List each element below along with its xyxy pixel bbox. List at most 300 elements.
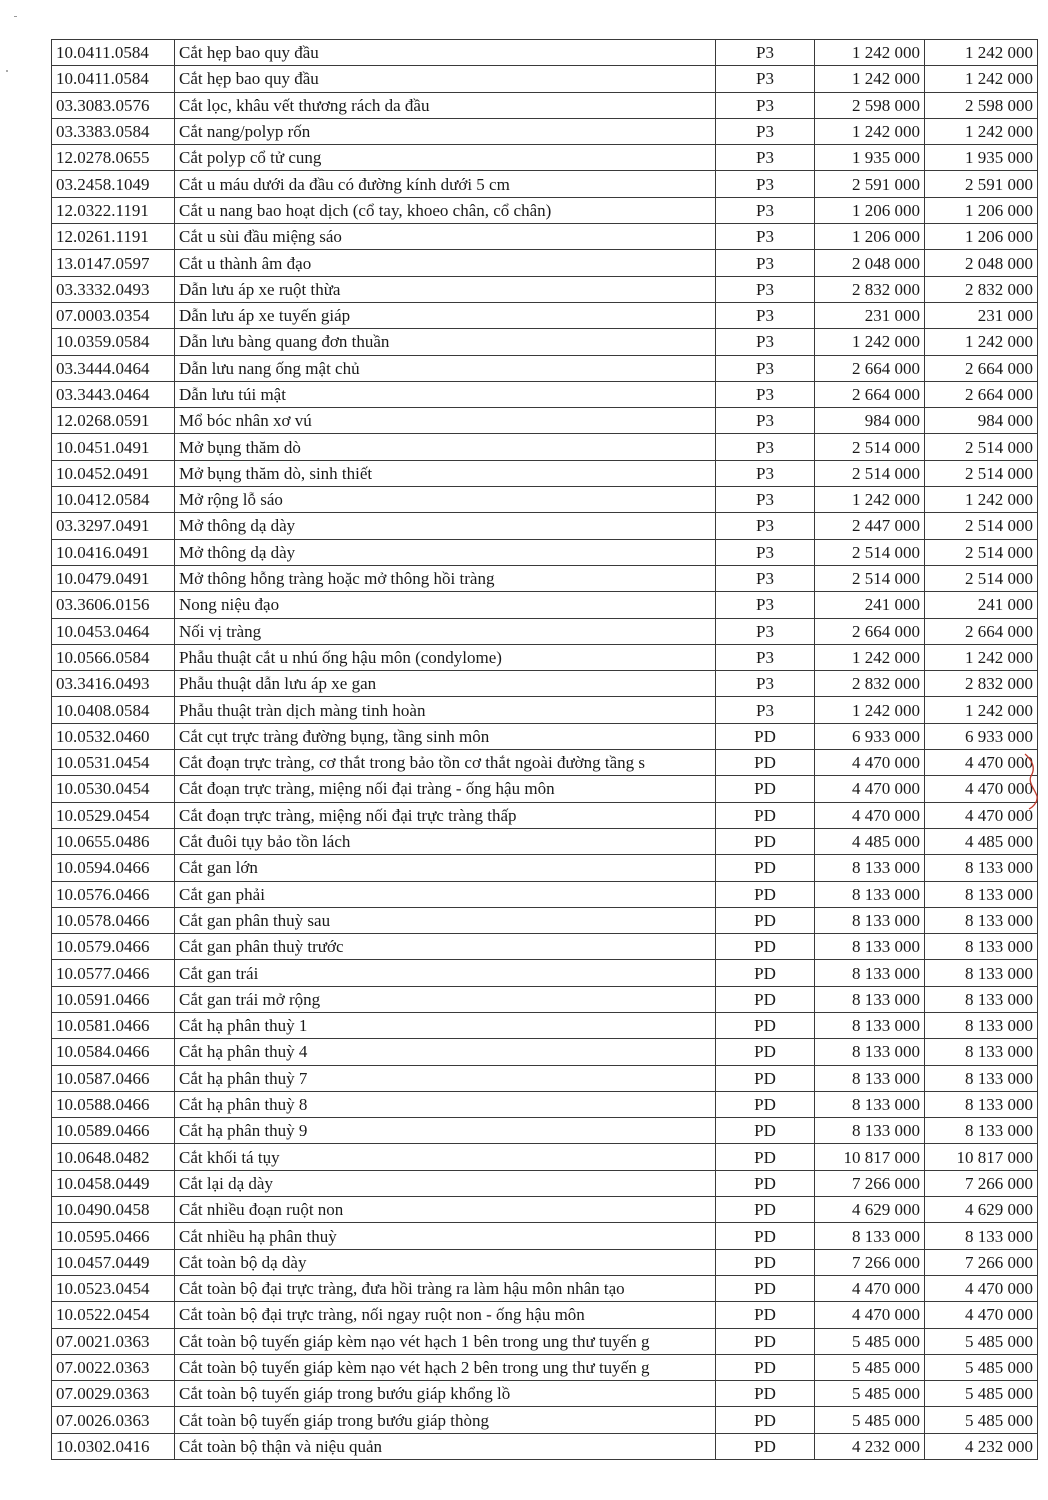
row-grade: PD — [716, 723, 815, 749]
row-grade: P3 — [716, 66, 815, 92]
row-code: 10.0359.0584 — [52, 329, 175, 355]
row-procedure-name: Cắt cụt trực tràng đường bụng, tầng sinh môn — [175, 723, 716, 749]
row-price-1: 2 598 000 — [815, 92, 925, 118]
row-price-2: 8 133 000 — [925, 934, 1038, 960]
row-grade: PD — [716, 750, 815, 776]
row-price-1: 8 133 000 — [815, 986, 925, 1012]
row-procedure-name: Phẫu thuật tràn dịch màng tinh hoàn — [175, 697, 716, 723]
row-code: 12.0261.1191 — [52, 224, 175, 250]
row-grade: P3 — [716, 592, 815, 618]
table-row — [52, 302, 1038, 328]
row-code: 03.3606.0156 — [52, 592, 175, 618]
table-row — [52, 1354, 1038, 1380]
table-row — [52, 1118, 1038, 1144]
row-price-1: 2 591 000 — [815, 171, 925, 197]
row-price-1: 1 242 000 — [815, 40, 925, 66]
row-price-1: 2 514 000 — [815, 460, 925, 486]
table-row — [52, 355, 1038, 381]
row-procedure-name: Cắt hạ phân thuỳ 8 — [175, 1091, 716, 1117]
row-procedure-name: Dẫn lưu áp xe tuyến giáp — [175, 302, 716, 328]
row-price-1: 8 133 000 — [815, 907, 925, 933]
row-code: 12.0278.0655 — [52, 145, 175, 171]
table-row — [52, 408, 1038, 434]
table-row — [52, 145, 1038, 171]
row-price-1: 8 133 000 — [815, 934, 925, 960]
row-procedure-name: Cắt u máu dưới da đầu có đường kính dưới 5 cm — [175, 171, 716, 197]
row-code: 10.0566.0584 — [52, 644, 175, 670]
row-code: 10.0530.0454 — [52, 776, 175, 802]
row-procedure-name: Cắt toàn bộ tuyến giáp trong bướu giáp khổng lồ — [175, 1381, 716, 1407]
row-price-2: 2 514 000 — [925, 539, 1038, 565]
row-code: 13.0147.0597 — [52, 250, 175, 276]
row-price-2: 4 470 000 — [925, 776, 1038, 802]
table-row — [52, 1433, 1038, 1459]
row-price-1: 10 817 000 — [815, 1144, 925, 1170]
row-code: 07.0003.0354 — [52, 302, 175, 328]
scan-speck — [14, 16, 17, 17]
row-code: 10.0531.0454 — [52, 750, 175, 776]
table-row — [52, 276, 1038, 302]
row-code: 10.0408.0584 — [52, 697, 175, 723]
row-grade: PD — [716, 1065, 815, 1091]
row-grade: PD — [716, 1328, 815, 1354]
table-row — [52, 723, 1038, 749]
row-price-1: 8 133 000 — [815, 881, 925, 907]
row-grade: P3 — [716, 197, 815, 223]
row-grade: P3 — [716, 171, 815, 197]
row-grade: PD — [716, 1354, 815, 1380]
row-code: 10.0490.0458 — [52, 1197, 175, 1223]
row-price-2: 8 133 000 — [925, 1065, 1038, 1091]
row-price-1: 4 470 000 — [815, 776, 925, 802]
row-price-2: 2 598 000 — [925, 92, 1038, 118]
row-grade: P3 — [716, 671, 815, 697]
row-grade: P3 — [716, 92, 815, 118]
row-price-2: 2 514 000 — [925, 434, 1038, 460]
table-row — [52, 1039, 1038, 1065]
table-row — [52, 1302, 1038, 1328]
row-procedure-name: Cắt khối tá tụy — [175, 1144, 716, 1170]
row-price-1: 1 242 000 — [815, 644, 925, 670]
row-grade: PD — [716, 1091, 815, 1117]
table-row — [52, 434, 1038, 460]
row-grade: PD — [716, 1302, 815, 1328]
row-grade: P3 — [716, 381, 815, 407]
row-code: 03.2458.1049 — [52, 171, 175, 197]
row-price-2: 8 133 000 — [925, 1012, 1038, 1038]
row-price-2: 8 133 000 — [925, 986, 1038, 1012]
table-row — [52, 224, 1038, 250]
row-grade: PD — [716, 986, 815, 1012]
row-grade: PD — [716, 1407, 815, 1433]
row-grade: PD — [716, 1170, 815, 1196]
row-code: 03.3443.0464 — [52, 381, 175, 407]
row-procedure-name: Nối vị tràng — [175, 618, 716, 644]
row-grade: P3 — [716, 408, 815, 434]
row-price-2: 2 514 000 — [925, 460, 1038, 486]
row-price-2: 1 206 000 — [925, 197, 1038, 223]
table-row — [52, 1144, 1038, 1170]
row-price-1: 7 266 000 — [815, 1249, 925, 1275]
row-procedure-name: Cắt toàn bộ tuyến giáp kèm nạo vét hạch 2 bên trong ung thư tuyến g — [175, 1354, 716, 1380]
row-procedure-name: Mở bụng thăm dò, sinh thiết — [175, 460, 716, 486]
row-procedure-name: Cắt hẹp bao quy đầu — [175, 40, 716, 66]
row-grade: PD — [716, 1223, 815, 1249]
row-procedure-name: Phẫu thuật cắt u nhú ống hậu môn (condylome) — [175, 644, 716, 670]
row-price-1: 8 133 000 — [815, 1039, 925, 1065]
row-grade: PD — [716, 1433, 815, 1459]
table-row — [52, 1249, 1038, 1275]
row-price-2: 2 832 000 — [925, 276, 1038, 302]
row-procedure-name: Cắt u sùi đầu miệng sáo — [175, 224, 716, 250]
row-code: 10.0522.0454 — [52, 1302, 175, 1328]
row-grade: P3 — [716, 539, 815, 565]
row-code: 07.0029.0363 — [52, 1381, 175, 1407]
row-code: 10.0595.0466 — [52, 1223, 175, 1249]
row-grade: P3 — [716, 145, 815, 171]
row-price-2: 6 933 000 — [925, 723, 1038, 749]
row-price-2: 231 000 — [925, 302, 1038, 328]
row-price-1: 8 133 000 — [815, 1223, 925, 1249]
row-procedure-name: Cắt nang/polyp rốn — [175, 118, 716, 144]
row-price-1: 8 133 000 — [815, 1065, 925, 1091]
row-price-1: 8 133 000 — [815, 855, 925, 881]
row-procedure-name: Cắt đoạn trực tràng, miệng nối đại tràng - ống hậu môn — [175, 776, 716, 802]
row-procedure-name: Mở rộng lỗ sáo — [175, 487, 716, 513]
row-procedure-name: Dẫn lưu nang ống mật chủ — [175, 355, 716, 381]
table-row — [52, 618, 1038, 644]
table-row — [52, 1197, 1038, 1223]
row-price-2: 2 514 000 — [925, 513, 1038, 539]
row-code: 10.0589.0466 — [52, 1118, 175, 1144]
row-price-2: 1 242 000 — [925, 40, 1038, 66]
row-grade: PD — [716, 934, 815, 960]
row-price-2: 8 133 000 — [925, 1223, 1038, 1249]
row-procedure-name: Cắt toàn bộ đại trực tràng, nối ngay ruột non - ống hậu môn — [175, 1302, 716, 1328]
row-price-1: 2 664 000 — [815, 355, 925, 381]
row-price-1: 1 935 000 — [815, 145, 925, 171]
row-grade: PD — [716, 776, 815, 802]
table-row — [52, 934, 1038, 960]
row-price-2: 2 048 000 — [925, 250, 1038, 276]
row-price-2: 8 133 000 — [925, 855, 1038, 881]
table-row — [52, 329, 1038, 355]
row-grade: PD — [716, 802, 815, 828]
row-grade: P3 — [716, 302, 815, 328]
row-grade: P3 — [716, 329, 815, 355]
row-code: 10.0451.0491 — [52, 434, 175, 460]
pen-stroke-mark — [1022, 752, 1040, 810]
row-grade: P3 — [716, 487, 815, 513]
row-price-1: 4 470 000 — [815, 1275, 925, 1301]
row-price-2: 2 591 000 — [925, 171, 1038, 197]
row-grade: PD — [716, 960, 815, 986]
row-code: 10.0457.0449 — [52, 1249, 175, 1275]
row-price-2: 4 485 000 — [925, 828, 1038, 854]
row-price-2: 241 000 — [925, 592, 1038, 618]
row-procedure-name: Cắt toàn bộ tuyến giáp kèm nạo vét hạch 1 bên trong ung thư tuyến g — [175, 1328, 716, 1354]
row-code: 10.0458.0449 — [52, 1170, 175, 1196]
row-price-1: 1 242 000 — [815, 329, 925, 355]
row-code: 10.0452.0491 — [52, 460, 175, 486]
row-procedure-name: Dẫn lưu áp xe ruột thừa — [175, 276, 716, 302]
row-price-2: 4 232 000 — [925, 1433, 1038, 1459]
table-row — [52, 92, 1038, 118]
row-procedure-name: Cắt gan trái mở rộng — [175, 986, 716, 1012]
row-grade: PD — [716, 881, 815, 907]
row-price-2: 2 664 000 — [925, 618, 1038, 644]
row-price-2: 8 133 000 — [925, 907, 1038, 933]
row-price-2: 2 664 000 — [925, 381, 1038, 407]
row-grade: P3 — [716, 697, 815, 723]
row-price-2: 5 485 000 — [925, 1328, 1038, 1354]
row-procedure-name: Cắt nhiều hạ phân thuỳ — [175, 1223, 716, 1249]
row-code: 03.3416.0493 — [52, 671, 175, 697]
row-price-1: 4 629 000 — [815, 1197, 925, 1223]
row-grade: PD — [716, 907, 815, 933]
row-price-2: 1 242 000 — [925, 644, 1038, 670]
row-procedure-name: Cắt gan phải — [175, 881, 716, 907]
row-code: 10.0588.0466 — [52, 1091, 175, 1117]
row-price-2: 984 000 — [925, 408, 1038, 434]
row-procedure-name: Cắt u thành âm đạo — [175, 250, 716, 276]
row-grade: P3 — [716, 434, 815, 460]
row-procedure-name: Cắt đoạn trực tràng, cơ thắt trong bảo tồn cơ thắt ngoài đường tầng s — [175, 750, 716, 776]
row-price-2: 8 133 000 — [925, 1039, 1038, 1065]
row-procedure-name: Cắt gan phân thuỳ trước — [175, 934, 716, 960]
row-procedure-name: Cắt hạ phân thuỳ 9 — [175, 1118, 716, 1144]
row-procedure-name: Cắt gan trái — [175, 960, 716, 986]
row-price-2: 4 470 000 — [925, 750, 1038, 776]
row-price-2: 1 935 000 — [925, 145, 1038, 171]
row-price-2: 2 514 000 — [925, 565, 1038, 591]
row-price-2: 1 242 000 — [925, 487, 1038, 513]
row-price-2: 1 206 000 — [925, 224, 1038, 250]
row-code: 10.0302.0416 — [52, 1433, 175, 1459]
row-code: 10.0655.0486 — [52, 828, 175, 854]
table-row — [52, 592, 1038, 618]
row-grade: P3 — [716, 224, 815, 250]
row-price-2: 1 242 000 — [925, 66, 1038, 92]
row-grade: P3 — [716, 565, 815, 591]
row-procedure-name: Cắt toàn bộ dạ dày — [175, 1249, 716, 1275]
row-grade: PD — [716, 1249, 815, 1275]
row-code: 03.3083.0576 — [52, 92, 175, 118]
row-price-1: 1 242 000 — [815, 697, 925, 723]
row-price-2: 5 485 000 — [925, 1407, 1038, 1433]
row-grade: PD — [716, 828, 815, 854]
table-row — [52, 1407, 1038, 1433]
row-procedure-name: Cắt hạ phân thuỳ 7 — [175, 1065, 716, 1091]
row-procedure-name: Mở thông dạ dày — [175, 539, 716, 565]
row-price-1: 2 447 000 — [815, 513, 925, 539]
row-price-1: 2 832 000 — [815, 671, 925, 697]
row-code: 10.0529.0454 — [52, 802, 175, 828]
row-grade: P3 — [716, 644, 815, 670]
row-grade: PD — [716, 1012, 815, 1038]
row-code: 10.0412.0584 — [52, 487, 175, 513]
table-row — [52, 118, 1038, 144]
row-price-1: 4 470 000 — [815, 802, 925, 828]
table-row — [52, 1091, 1038, 1117]
row-code: 10.0453.0464 — [52, 618, 175, 644]
row-procedure-name: Mở thông dạ dày — [175, 513, 716, 539]
table-row — [52, 776, 1038, 802]
row-code: 10.0579.0466 — [52, 934, 175, 960]
table-row — [52, 513, 1038, 539]
row-code: 10.0411.0584 — [52, 66, 175, 92]
table-row — [52, 487, 1038, 513]
table-row — [52, 381, 1038, 407]
row-price-2: 4 470 000 — [925, 802, 1038, 828]
row-price-2: 1 242 000 — [925, 697, 1038, 723]
row-price-2: 4 629 000 — [925, 1197, 1038, 1223]
row-price-2: 5 485 000 — [925, 1381, 1038, 1407]
row-price-1: 2 664 000 — [815, 381, 925, 407]
table-row — [52, 1223, 1038, 1249]
row-grade: P3 — [716, 513, 815, 539]
row-price-2: 8 133 000 — [925, 960, 1038, 986]
row-code: 10.0479.0491 — [52, 565, 175, 591]
row-price-1: 1 206 000 — [815, 197, 925, 223]
row-price-2: 7 266 000 — [925, 1249, 1038, 1275]
row-code: 10.0523.0454 — [52, 1275, 175, 1301]
row-code: 03.3297.0491 — [52, 513, 175, 539]
table-row — [52, 1012, 1038, 1038]
table-row — [52, 1065, 1038, 1091]
table-row — [52, 539, 1038, 565]
row-code: 10.0648.0482 — [52, 1144, 175, 1170]
table-row — [52, 750, 1038, 776]
row-price-2: 2 832 000 — [925, 671, 1038, 697]
row-price-1: 5 485 000 — [815, 1354, 925, 1380]
table-row — [52, 907, 1038, 933]
row-grade: PD — [716, 1197, 815, 1223]
row-price-1: 4 485 000 — [815, 828, 925, 854]
row-price-1: 8 133 000 — [815, 1012, 925, 1038]
row-procedure-name: Cắt nhiều đoạn ruột non — [175, 1197, 716, 1223]
row-price-2: 8 133 000 — [925, 1091, 1038, 1117]
row-code: 12.0268.0591 — [52, 408, 175, 434]
row-procedure-name: Nong niệu đạo — [175, 592, 716, 618]
row-grade: PD — [716, 1144, 815, 1170]
row-price-2: 8 133 000 — [925, 881, 1038, 907]
table-row — [52, 855, 1038, 881]
row-grade: P3 — [716, 250, 815, 276]
row-price-1: 4 232 000 — [815, 1433, 925, 1459]
row-grade: P3 — [716, 276, 815, 302]
table-row — [52, 1328, 1038, 1354]
row-code: 03.3444.0464 — [52, 355, 175, 381]
row-procedure-name: Cắt lại dạ dày — [175, 1170, 716, 1196]
row-code: 10.0576.0466 — [52, 881, 175, 907]
row-price-2: 4 470 000 — [925, 1302, 1038, 1328]
row-procedure-name: Cắt đoạn trực tràng, miệng nối đại trực tràng thấp — [175, 802, 716, 828]
row-grade: PD — [716, 1381, 815, 1407]
table-row — [52, 1381, 1038, 1407]
row-price-1: 1 242 000 — [815, 118, 925, 144]
row-price-2: 10 817 000 — [925, 1144, 1038, 1170]
row-code: 10.0416.0491 — [52, 539, 175, 565]
row-code: 10.0591.0466 — [52, 986, 175, 1012]
row-price-1: 6 933 000 — [815, 723, 925, 749]
table-row — [52, 460, 1038, 486]
row-price-1: 5 485 000 — [815, 1381, 925, 1407]
row-price-1: 4 470 000 — [815, 1302, 925, 1328]
table-row — [52, 197, 1038, 223]
table-row — [52, 644, 1038, 670]
row-price-2: 1 242 000 — [925, 118, 1038, 144]
row-grade: PD — [716, 1039, 815, 1065]
row-grade: PD — [716, 1118, 815, 1144]
row-price-1: 7 266 000 — [815, 1170, 925, 1196]
table-row — [52, 671, 1038, 697]
row-code: 10.0411.0584 — [52, 40, 175, 66]
table-row — [52, 986, 1038, 1012]
row-price-1: 8 133 000 — [815, 960, 925, 986]
table-row — [52, 960, 1038, 986]
row-price-1: 4 470 000 — [815, 750, 925, 776]
row-price-2: 2 664 000 — [925, 355, 1038, 381]
table-row — [52, 171, 1038, 197]
row-grade: P3 — [716, 460, 815, 486]
row-price-1: 1 242 000 — [815, 66, 925, 92]
row-code: 10.0581.0466 — [52, 1012, 175, 1038]
row-price-1: 8 133 000 — [815, 1118, 925, 1144]
row-grade: PD — [716, 1275, 815, 1301]
row-procedure-name: Mổ bóc nhân xơ vú — [175, 408, 716, 434]
row-procedure-name: Cắt toàn bộ đại trực tràng, đưa hồi tràng ra làm hậu môn nhân tạo — [175, 1275, 716, 1301]
row-price-1: 241 000 — [815, 592, 925, 618]
row-price-2: 8 133 000 — [925, 1118, 1038, 1144]
row-price-2: 7 266 000 — [925, 1170, 1038, 1196]
table-row — [52, 40, 1038, 66]
row-procedure-name: Mở bụng thăm dò — [175, 434, 716, 460]
row-procedure-name: Cắt hạ phân thuỳ 1 — [175, 1012, 716, 1038]
row-price-2: 5 485 000 — [925, 1354, 1038, 1380]
row-code: 07.0021.0363 — [52, 1328, 175, 1354]
table-row — [52, 66, 1038, 92]
table-row — [52, 697, 1038, 723]
table-row — [52, 802, 1038, 828]
row-procedure-name: Dẫn lưu bàng quang đơn thuần — [175, 329, 716, 355]
row-procedure-name: Mở thông hỗng tràng hoặc mở thông hồi tràng — [175, 565, 716, 591]
table-row — [52, 1170, 1038, 1196]
row-price-2: 4 470 000 — [925, 1275, 1038, 1301]
row-grade: PD — [716, 855, 815, 881]
table-row — [52, 1275, 1038, 1301]
row-procedure-name: Cắt hạ phân thuỳ 4 — [175, 1039, 716, 1065]
row-code: 07.0026.0363 — [52, 1407, 175, 1433]
row-price-1: 5 485 000 — [815, 1328, 925, 1354]
row-code: 10.0584.0466 — [52, 1039, 175, 1065]
row-grade: P3 — [716, 618, 815, 644]
row-procedure-name: Dẫn lưu túi mật — [175, 381, 716, 407]
row-procedure-name: Cắt gan lớn — [175, 855, 716, 881]
table-row — [52, 828, 1038, 854]
row-price-1: 2 832 000 — [815, 276, 925, 302]
row-code: 12.0322.1191 — [52, 197, 175, 223]
row-grade: P3 — [716, 40, 815, 66]
table-row — [52, 565, 1038, 591]
row-price-1: 231 000 — [815, 302, 925, 328]
row-price-1: 8 133 000 — [815, 1091, 925, 1117]
row-code: 10.0594.0466 — [52, 855, 175, 881]
row-code: 07.0022.0363 — [52, 1354, 175, 1380]
row-price-1: 984 000 — [815, 408, 925, 434]
row-price-1: 1 206 000 — [815, 224, 925, 250]
row-code: 03.3332.0493 — [52, 276, 175, 302]
